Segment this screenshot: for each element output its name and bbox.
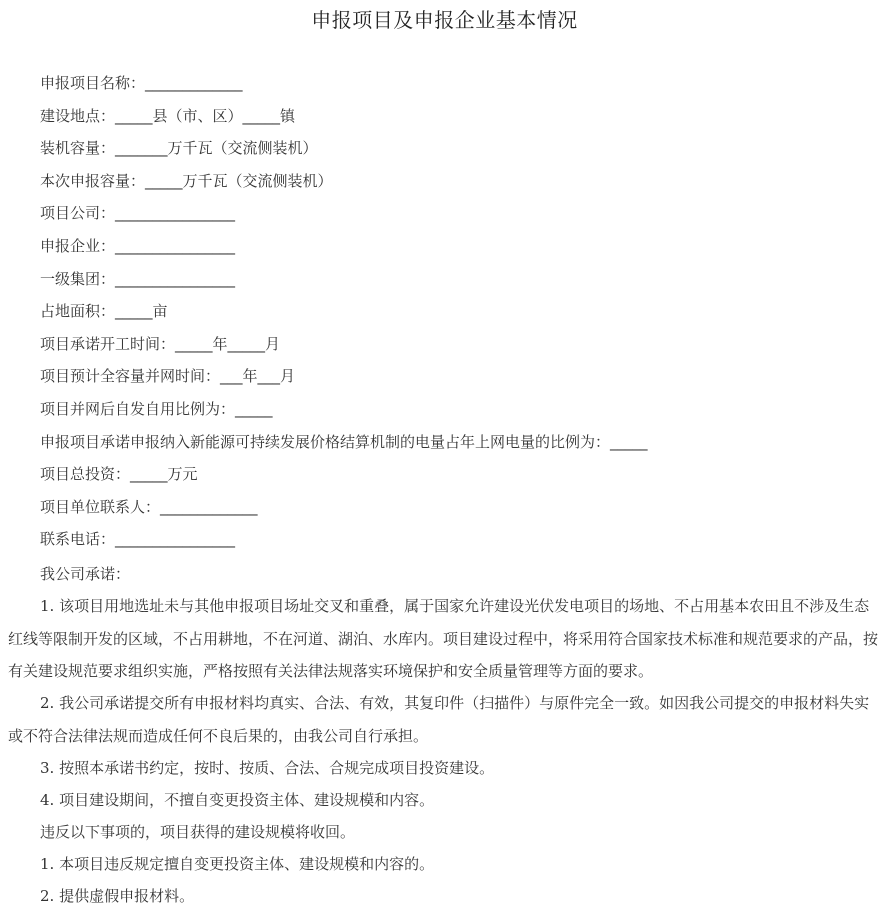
commitment-item-3-text: 按照本承诺书约定，按时、按质、合法、合规完成项目投资建设。 [59, 759, 495, 777]
field-land-area: 占地面积：_____亩 [40, 302, 168, 321]
field-construction-site: 建设地点：_____县（市、区）_____镇 [40, 106, 296, 125]
commitment-heading: 我公司承诺： [40, 565, 131, 583]
commitment-item-4 [8, 784, 880, 817]
commitment-item-2 [8, 687, 880, 752]
field-phone: 联系电话：________________ [40, 530, 236, 549]
commitment-item-1-number: 1. [40, 597, 55, 615]
field-project-company: 项目公司：________________ [40, 204, 236, 223]
document-title: 申报项目及申报企业基本情况 [311, 8, 578, 32]
commitment-item-2-number: 2. [40, 694, 55, 712]
field-self-consumption-ratio: 项目并网后自发自用比例为：_____ [40, 399, 273, 418]
field-project-name: 申报项目名称：_____________ [40, 74, 243, 92]
field-start-date: 项目承诺开工时间：_____年_____月 [40, 334, 281, 353]
field-declared-capacity: 本次申报容量：_____万千瓦（交流侧装机） [40, 171, 333, 190]
violation-item-1 [8, 848, 880, 881]
field-settlement-ratio: 申报项目承诺申报纳入新能源可持续发展价格结算机制的电量占年上网电量的比例为：_____ [40, 432, 648, 451]
field-declaring-enterprise: 申报企业：________________ [40, 236, 236, 255]
field-grid-connection-date: 项目预计全容量并网时间：___年___月 [40, 367, 296, 386]
field-contact-person: 项目单位联系人：_____________ [40, 497, 258, 516]
field-parent-group: 一级集团：________________ [40, 269, 236, 288]
violation-item-2 [8, 880, 880, 913]
violation-item-2-number: 2. [40, 887, 55, 905]
commitment-item-3 [8, 752, 880, 785]
violation-item-1-text: 本项目违反规定擅自变更投资主体、建设规模和内容的。 [59, 855, 435, 873]
commitment-item-4-number: 4. [40, 791, 55, 809]
commitment-item-3-number: 3. [40, 759, 55, 777]
violation-heading: 违反以下事项的，项目获得的建设规模将收回。 [40, 823, 356, 841]
info-field-list [40, 70, 880, 559]
commitment-item-1-text: 该项目用地选址未与其他申报项目场址交叉和重叠，属于国家允许建设光伏发电项目的场地、不占用基本农田且不涉及生态红线等限制开发的区域，不占用耕地，不在河道、湖泊、水库内。项目建设过程中，将采用符合国家技术标准和规范要求的产品，按有关建设规范要求组织实施，严格按照有关法律法规落实环境保护和安全质量管理等方面的要求。 [8, 597, 879, 680]
field-total-investment: 项目总投资：_____万元 [40, 465, 198, 484]
violation-item-1-number: 1. [40, 855, 55, 873]
commitment-item-2-text: 我公司承诺提交所有申报材料均真实、合法、有效，其复印件（扫描件）与原件完全一致。如因我公司提交的申报材料失实或不符合法律法规而造成任何不良后果的，由我公司自行承担。 [8, 694, 870, 745]
commitment-item-4-text: 项目建设期间，不擅自变更投资主体、建设规模和内容。 [59, 791, 435, 809]
commitment-item-1 [8, 590, 880, 688]
violation-item-2-text: 提供虚假申报材料。 [59, 887, 195, 905]
field-installed-capacity: 装机容量：_______万千瓦（交流侧装机） [40, 139, 318, 158]
